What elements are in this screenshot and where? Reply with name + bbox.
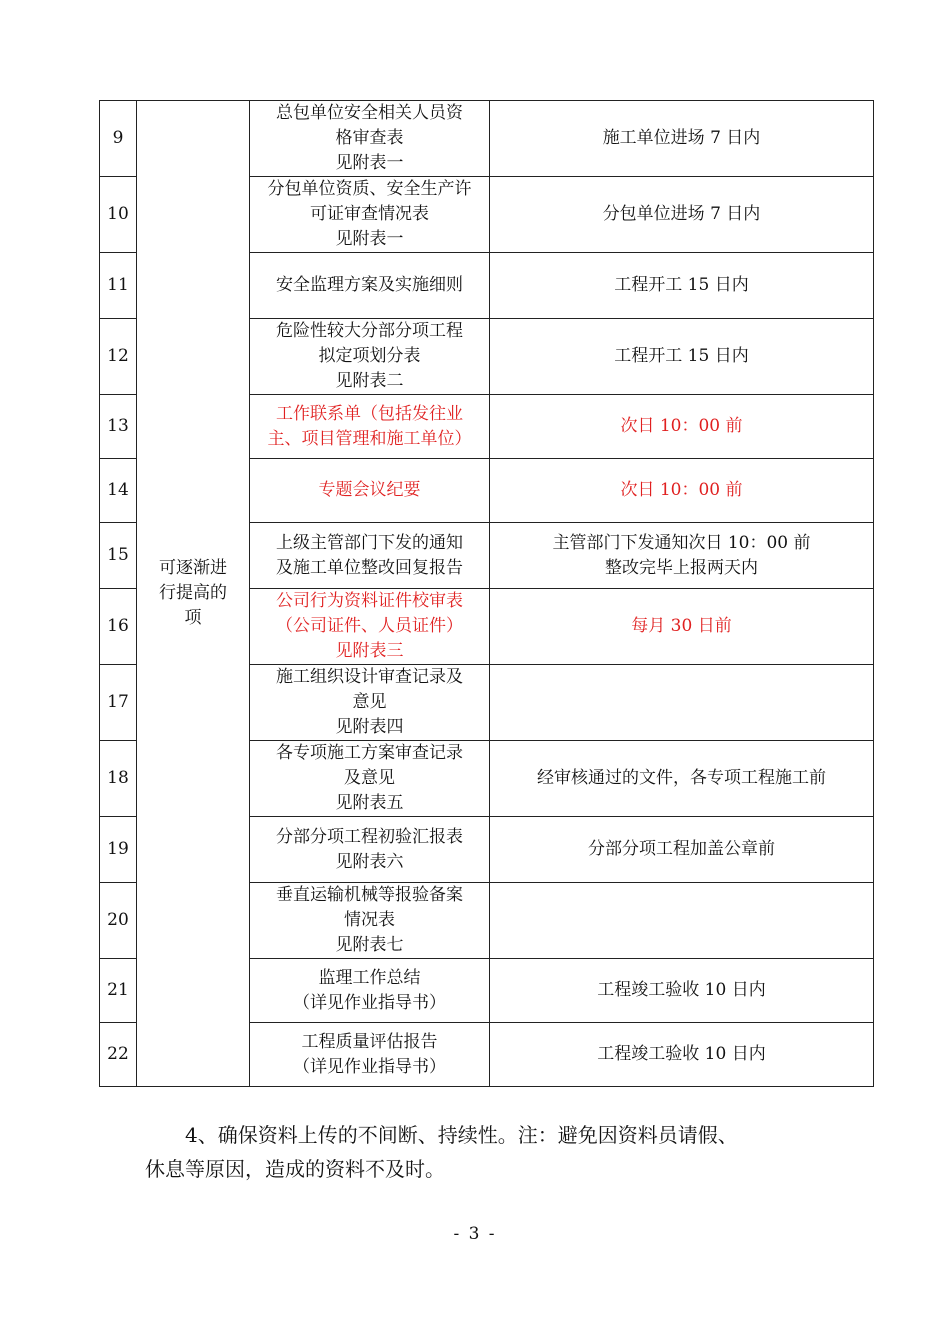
item-line: 专题会议纪要 xyxy=(318,480,421,500)
item-line: 工作联系单（包括发往业 xyxy=(276,403,463,424)
item-line: 公司行为资料证件校审表 xyxy=(276,591,463,611)
deadline-line: 工程竣工验收 10 日内 xyxy=(597,980,766,1000)
item-line: （详见作业指导书） xyxy=(293,1056,446,1077)
item-line: 格审查表 xyxy=(335,128,404,148)
item-line: 见附表一 xyxy=(335,153,404,173)
item-cell xyxy=(250,665,490,741)
deadline-line: 整改完毕上报两天内 xyxy=(605,557,758,578)
row-number: 16 xyxy=(100,589,137,665)
item-line: 分部分项工程初验汇报表 xyxy=(276,826,463,847)
item-cell xyxy=(250,817,490,883)
item-cell xyxy=(250,883,490,959)
row-number: 21 xyxy=(100,959,137,1023)
item-cell xyxy=(250,459,490,523)
deadline-cell xyxy=(490,1023,874,1087)
item-line: 危险性较大分部分项工程 xyxy=(276,321,463,341)
deadline-cell xyxy=(490,959,874,1023)
item-line: 拟定项划分表 xyxy=(318,346,421,366)
item-line: 情况表 xyxy=(344,910,395,930)
category-cell xyxy=(137,101,250,1087)
deadline-line: 施工单位进场 7 日内 xyxy=(602,128,761,148)
deadline-cell xyxy=(490,459,874,523)
deadline-line: 工程开工 15 日内 xyxy=(614,275,749,295)
item-line: 见附表二 xyxy=(335,371,404,391)
item-line: 主、项目管理和施工单位） xyxy=(267,428,472,449)
item-line: 见附表五 xyxy=(335,793,404,813)
item-cell xyxy=(250,253,490,319)
category-line: 项 xyxy=(184,608,202,628)
item-line: 见附表四 xyxy=(335,717,404,737)
item-line: 见附表七 xyxy=(335,935,404,955)
deadline-cell xyxy=(490,101,874,177)
deadline-line: 主管部门下发通知次日 10：00 前 xyxy=(552,532,811,553)
item-line: 各专项施工方案审查记录 xyxy=(276,743,463,763)
row-number: 15 xyxy=(100,523,137,589)
row-number: 13 xyxy=(100,395,137,459)
deadline-cell xyxy=(490,319,874,395)
item-line: 工程质量评估报告 xyxy=(301,1031,438,1052)
item-cell xyxy=(250,1023,490,1087)
row-number: 9 xyxy=(100,101,137,177)
item-line: 上级主管部门下发的通知 xyxy=(276,532,463,553)
item-line: 分包单位资质、安全生产许 xyxy=(267,179,472,199)
item-line: 及施工单位整改回复报告 xyxy=(276,557,463,578)
row-number: 17 xyxy=(100,665,137,741)
item-cell xyxy=(250,523,490,589)
item-cell xyxy=(250,177,490,253)
deadline-line: 每月 30 日前 xyxy=(631,616,732,636)
item-line: 见附表三 xyxy=(335,641,404,661)
deadline-cell xyxy=(490,817,874,883)
item-cell xyxy=(250,959,490,1023)
paragraph-line-2: 休息等原因，造成的资料不及时。 xyxy=(145,1157,445,1181)
paragraph-line-1: 4、确保资料上传的不间断、持续性。注：避免因资料员请假、 xyxy=(185,1123,738,1147)
item-line: （公司证件、人员证件） xyxy=(276,616,463,636)
deadline-line: 次日 10：00 前 xyxy=(620,480,743,500)
item-cell xyxy=(250,589,490,665)
item-line: 见附表六 xyxy=(335,851,404,872)
item-line: 可证审查情况表 xyxy=(310,204,429,224)
deliverables-table xyxy=(99,100,874,1087)
item-cell xyxy=(250,101,490,177)
row-number: 19 xyxy=(100,817,137,883)
item-cell xyxy=(250,741,490,817)
category-line: 行提高的 xyxy=(159,583,227,603)
deadline-line: 工程开工 15 日内 xyxy=(614,346,749,366)
row-number: 18 xyxy=(100,741,137,817)
deadline-cell xyxy=(490,741,874,817)
item-cell xyxy=(250,319,490,395)
row-number: 10 xyxy=(100,177,137,253)
page-number: - 3 - xyxy=(453,1224,497,1244)
deadline-line: 经审核通过的文件，各专项工程施工前 xyxy=(537,768,826,788)
item-line: 意见 xyxy=(352,692,387,712)
row-number: 20 xyxy=(100,883,137,959)
item-line: 及意见 xyxy=(344,768,395,788)
deadline-cell xyxy=(490,395,874,459)
row-number: 22 xyxy=(100,1023,137,1087)
deadline-cell xyxy=(490,883,874,959)
item-line: （详见作业指导书） xyxy=(293,992,446,1013)
row-number: 14 xyxy=(100,459,137,523)
table-row xyxy=(100,101,874,177)
deadline-line: 分包单位进场 7 日内 xyxy=(602,204,761,224)
deadline-cell xyxy=(490,665,874,741)
deadline-cell xyxy=(490,253,874,319)
item-line: 施工组织设计审查记录及 xyxy=(276,667,463,687)
category-line: 可逐渐进 xyxy=(159,558,227,578)
item-line: 总包单位安全相关人员资 xyxy=(276,103,463,123)
row-number: 11 xyxy=(100,253,137,319)
deadline-cell xyxy=(490,177,874,253)
deadline-cell xyxy=(490,589,874,665)
deadline-line: 工程竣工验收 10 日内 xyxy=(597,1044,766,1064)
item-line: 监理工作总结 xyxy=(318,967,421,988)
deadline-cell xyxy=(490,523,874,589)
item-line: 见附表一 xyxy=(335,229,404,249)
row-number: 12 xyxy=(100,319,137,395)
item-line: 安全监理方案及实施细则 xyxy=(276,275,463,295)
item-cell xyxy=(250,395,490,459)
deadline-line: 次日 10：00 前 xyxy=(620,416,743,436)
deadline-line: 分部分项工程加盖公章前 xyxy=(588,839,775,859)
item-line: 垂直运输机械等报验备案 xyxy=(276,885,463,905)
